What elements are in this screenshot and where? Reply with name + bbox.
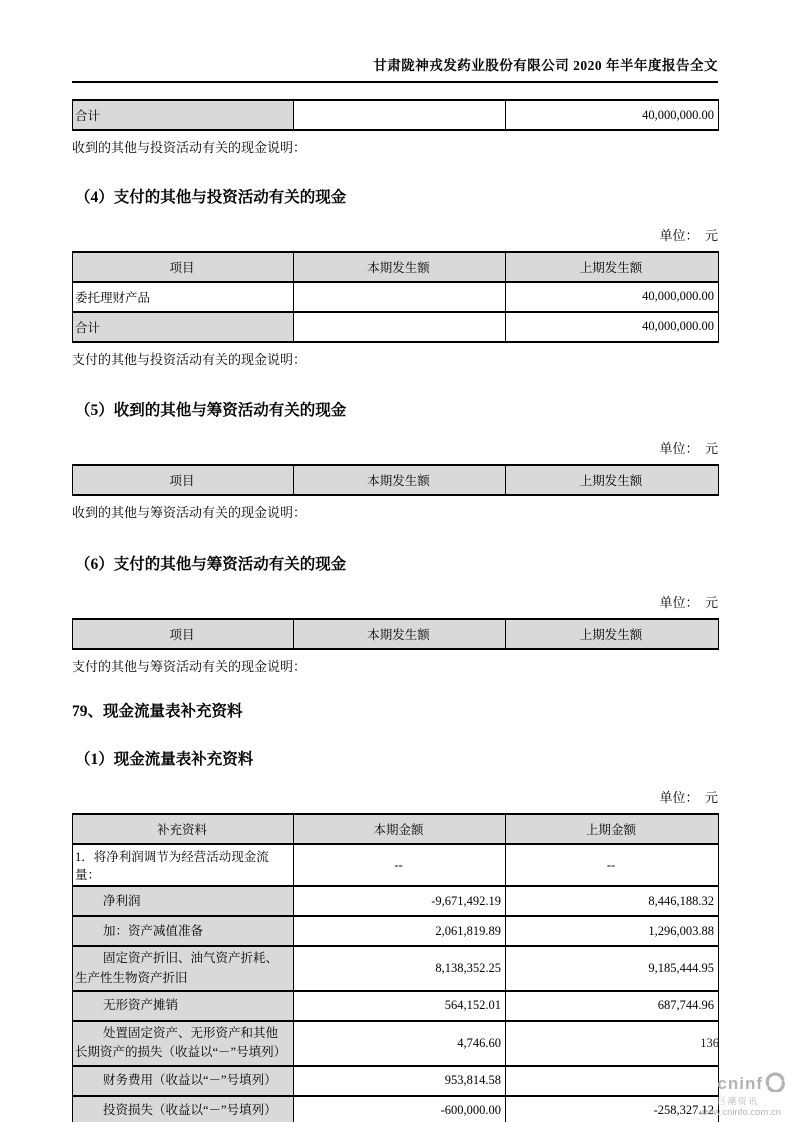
table-row — [73, 916, 719, 946]
row-label: 加：资产减值准备 — [73, 916, 294, 946]
unit-label: 单位： 元 — [659, 790, 718, 806]
page-number: 136 — [700, 1036, 719, 1050]
previous-period-value: 9,185,444.95 — [506, 946, 719, 991]
previous-period-value: -- — [506, 844, 719, 886]
col-header-previous: 上期金额 — [506, 814, 719, 844]
cninfo-logo — [625, 1072, 785, 1118]
section4-table — [72, 251, 719, 343]
row-label: 净利润 — [73, 886, 294, 916]
current-period-value: -9,671,492.19 — [294, 886, 506, 916]
current-period-value: 4,746.60 — [294, 1021, 506, 1066]
col-header-current: 本期发生额 — [294, 619, 506, 649]
note-paid-investing: 支付的其他与投资活动有关的现金说明： — [72, 351, 307, 367]
row-label: 固定资产折旧、油气资产折耗、生产性生物资产折旧 — [73, 946, 294, 991]
table-row — [73, 312, 719, 342]
unit-label: 单位： 元 — [659, 594, 718, 610]
carryover-total-table — [72, 99, 719, 131]
current-period-value — [294, 282, 506, 312]
cash-flow-supplement-table — [72, 813, 719, 1122]
table-header-row — [73, 619, 719, 649]
previous-period-value — [506, 1021, 719, 1066]
row-label: 1．将净利润调节为经营活动现金流量： — [73, 844, 294, 886]
current-period-value: 8,138,352.25 — [294, 946, 506, 991]
table-row — [73, 1066, 719, 1096]
table-row — [73, 946, 719, 991]
note-paid-financing: 支付的其他与筹资活动有关的现金说明： — [72, 658, 307, 674]
current-period-value: -600,000.00 — [294, 1096, 506, 1122]
current-period-value: -- — [294, 844, 506, 886]
row-label: 无形资产摊销 — [73, 991, 294, 1021]
section79-title: 79、现金流量表补充资料 — [72, 703, 243, 721]
section6-table — [72, 618, 719, 650]
row-label: 委托理财产品 — [73, 282, 294, 312]
row-label: 合计 — [73, 100, 294, 130]
row-label: 投资损失（收益以“－”号填列） — [73, 1096, 294, 1122]
cninfo-logo-word: cninf — [717, 1074, 763, 1094]
current-period-value: 2,061,819.89 — [294, 916, 506, 946]
table-row — [73, 886, 719, 916]
current-period-value: 564,152.01 — [294, 991, 506, 1021]
page-content — [72, 0, 718, 1122]
unit-label: 单位： 元 — [659, 227, 718, 243]
col-header-previous: 上期发生额 — [506, 619, 719, 649]
col-header-previous: 上期发生额 — [506, 465, 719, 495]
section6-title: （6）支付的其他与筹资活动有关的现金 — [75, 555, 347, 573]
section4-title: （4）支付的其他与投资活动有关的现金 — [75, 188, 347, 206]
section5-table — [72, 464, 719, 496]
current-period-value — [294, 100, 506, 130]
page-header-title: 甘肃陇神戎发药业股份有限公司 2020 年半年度报告全文 — [72, 54, 718, 83]
col-header-previous: 上期发生额 — [506, 252, 719, 282]
cninfo-logo-chinese: 巨潮资讯 — [716, 1095, 759, 1106]
previous-period-value: 40,000,000.00 — [506, 100, 719, 130]
cninfo-swirl-icon — [765, 1072, 785, 1097]
col-header-item: 项目 — [73, 619, 294, 649]
previous-period-value: 1,296,003.88 — [506, 916, 719, 946]
previous-period-value: 8,446,188.32 — [506, 886, 719, 916]
col-header-item: 项目 — [73, 465, 294, 495]
col-header-item: 项目 — [73, 252, 294, 282]
table-row — [73, 991, 719, 1021]
table-header-row — [73, 465, 719, 495]
current-period-value — [294, 312, 506, 342]
previous-period-value: -258,327.12 — [506, 1096, 719, 1122]
table-header-row — [73, 252, 719, 282]
cninfo-logo-url: www.cninfo.com.cn — [699, 1106, 781, 1118]
current-period-value: 953,814.58 — [294, 1066, 506, 1096]
note-received-investing: 收到的其他与投资活动有关的现金说明： — [72, 140, 307, 155]
section5-title: （5）收到的其他与筹资活动有关的现金 — [75, 402, 347, 420]
table-row — [73, 844, 719, 886]
row-label: 合计 — [73, 312, 294, 342]
table-header-row — [73, 814, 719, 844]
section79-sub-title: （1）现金流量表补充资料 — [75, 751, 254, 769]
row-label: 处置固定资产、无形资产和其他长期资产的损失（收益以“－”号填列） — [73, 1021, 294, 1066]
previous-period-value: 40,000,000.00 — [506, 282, 719, 312]
unit-label: 单位： 元 — [659, 441, 718, 457]
col-header-current: 本期发生额 — [294, 252, 506, 282]
table-row — [73, 282, 719, 312]
col-header-supplement: 补充资料 — [73, 814, 294, 844]
col-header-current: 本期金额 — [294, 814, 506, 844]
table-row — [73, 1021, 719, 1066]
row-label: 财务费用（收益以“－”号填列） — [73, 1066, 294, 1096]
table-row — [73, 100, 719, 130]
previous-period-value: 40,000,000.00 — [506, 312, 719, 342]
previous-period-value: 687,744.96 — [506, 991, 719, 1021]
col-header-current: 本期发生额 — [294, 465, 506, 495]
note-received-financing: 收到的其他与筹资活动有关的现金说明： — [72, 505, 307, 521]
table-row — [73, 1096, 719, 1122]
